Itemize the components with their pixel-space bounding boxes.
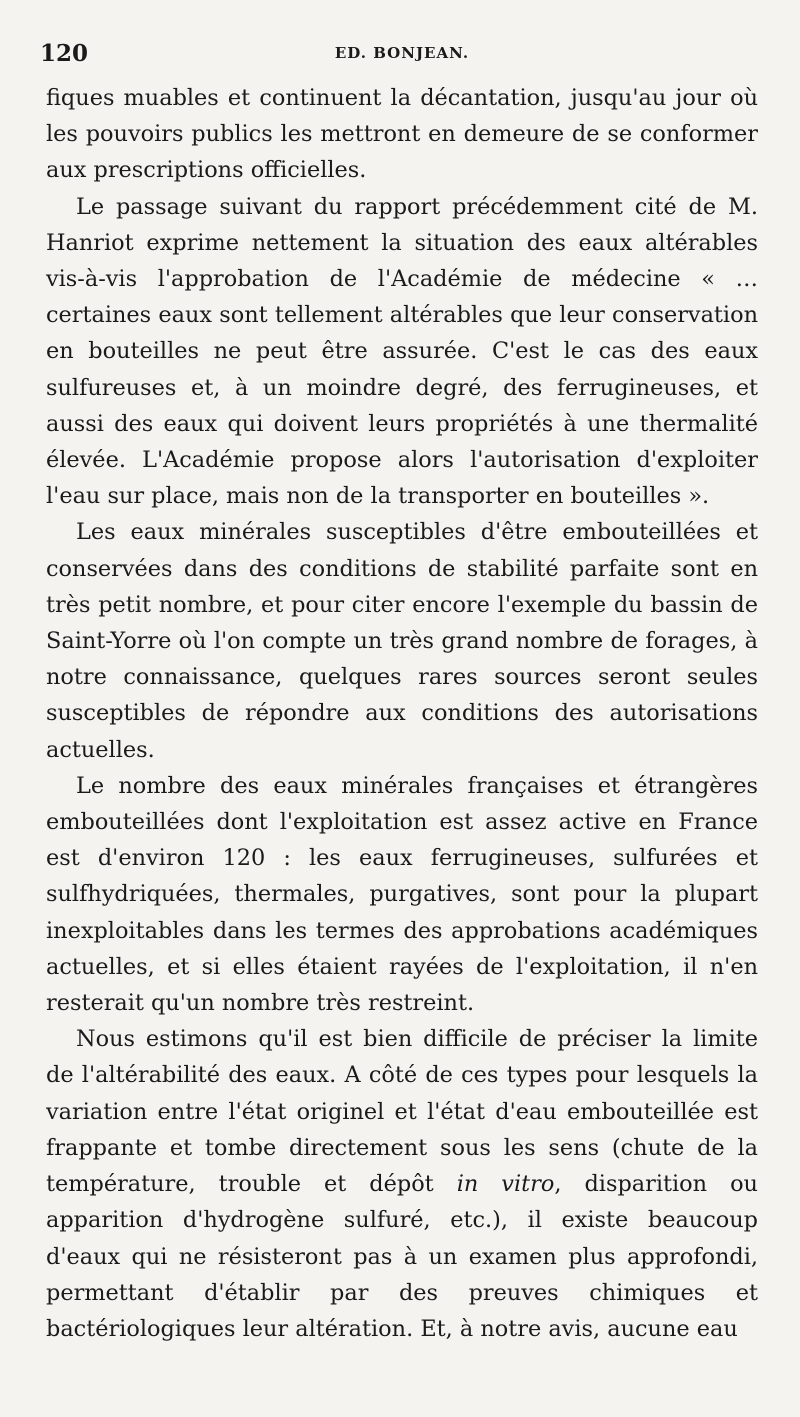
paragraph-5 (46, 1021, 758, 1347)
paragraph-1: fiques muables et continuent la décantation, jusqu'au jour où les pouvoirs publics les mettront en demeure de se conformer aux prescriptions officielles. (46, 85, 758, 184)
paragraph-5-italic: in vitro (456, 1171, 555, 1198)
running-head: ED. BONJEAN. (334, 44, 470, 62)
page-header (40, 40, 758, 80)
paragraph-5-text-after: , disparition ou apparition d'hydrogène sulfuré, etc.), il existe beaucoup d'eaux qui ne résisteront pas à un examen plus approfondi, permettant d'établir par des preuves chimiques et bactériologiques leur altération. Et, à notre avis, aucune eau (46, 1171, 758, 1342)
page-number: 120 (40, 40, 89, 67)
paragraph-4: Le nombre des eaux minérales françaises et étrangères embouteillées dont l'exploitation est assez active en France est d'environ 120 : les eaux ferrugineuses, sulfurées et sulfhydriquées, thermales, purgatives, sont pour la plupart inexploitables dans les termes des approbations académiques actuelles, et si elles étaient rayées de l'exploitation, il n'en resterait qu'un nombre très restreint. (46, 772, 758, 1017)
paragraph-5-text-before: Nous estimons qu'il est bien difficile de préciser la limite de l'altérabilité des eaux. A côté de ces types pour lesquels la variation entre l'état originel et l'état d'eau embouteillée est frappante et tombe directement sous les sens (chute de la température, trouble et dépôt (46, 1026, 758, 1198)
body-text (46, 80, 758, 1347)
paragraph-3: Les eaux minérales susceptibles d'être embouteillées et conservées dans des conditions de stabilité parfaite sont en très petit nombre, et pour citer encore l'exemple du bassin de Saint-Yorre où l'on compte un très grand nombre de forages, à notre connaissance, quelques rares sources seront seules susceptibles de répondre aux conditions des autorisations actuelles. (46, 519, 758, 763)
paragraph-2: Le passage suivant du rapport précédemment cité de M. Hanriot exprime nettement la situation des eaux altérables vis-à-vis l'approbation de l'Académie de médecine « … certaines eaux sont tellement altérables que leur conservation en bouteilles ne peut être assurée. C'est le cas des eaux sulfureuses et, à un moindre degré, des ferrugineuses, et aussi des eaux qui doivent leurs propriétés à une thermalité élevée. L'Académie propose alors l'autorisation d'exploiter l'eau sur place, mais non de la transporter en bouteilles ». (46, 193, 758, 510)
